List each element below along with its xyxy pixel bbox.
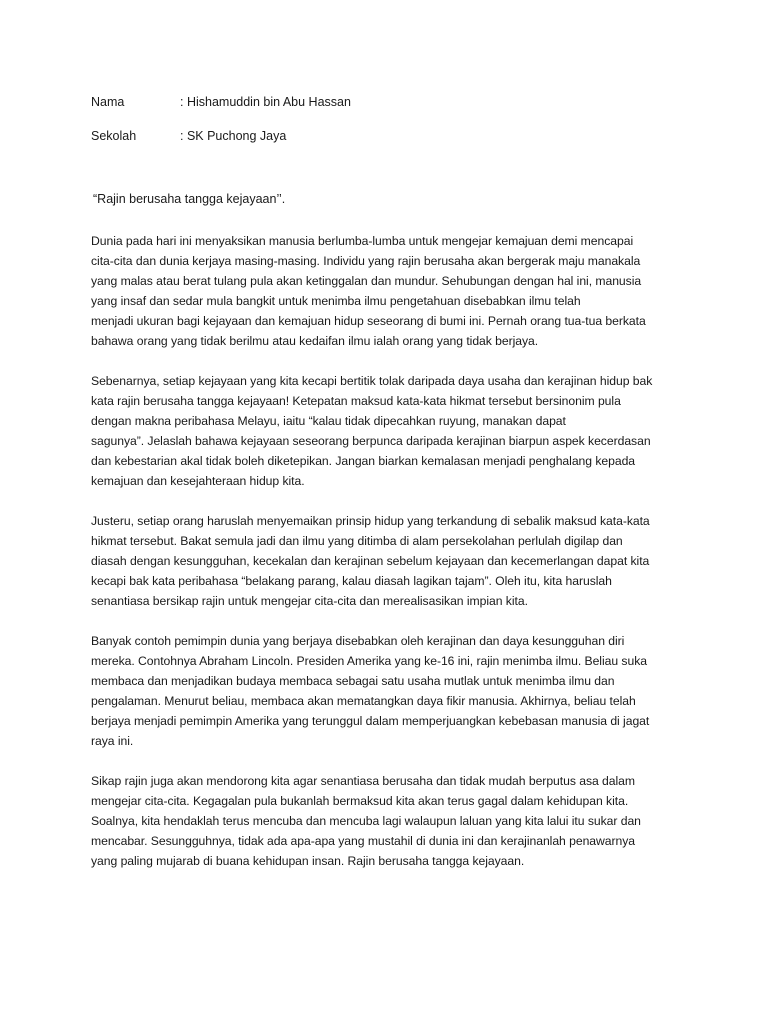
paragraph-1 <box>91 231 681 351</box>
text-line: Soalnya, kita hendaklah terus mencuba dan mencuba lagi walaupun laluan yang kita lalui itu sukar dan <box>91 814 641 828</box>
school-label: Sekolah <box>91 129 137 143</box>
text-line: menjadi ukuran bagi kejayaan dan kemajuan hidup seseorang di bumi ini. Pernah orang tua-tua berkata <box>91 314 646 328</box>
text-line: raya ini. <box>91 734 134 748</box>
paragraph-4 <box>91 631 681 751</box>
text-line: sagunya”. Jelaslah bahawa kejayaan seseorang berpunca daripada kerajinan biarpun aspek kecerdasan <box>91 434 651 448</box>
paragraph-2 <box>91 371 681 491</box>
text-line: hikmat tersebut. Bakat semula jadi dan ilmu yang ditimba di alam persekolahan perlulah digilap dan <box>91 534 623 548</box>
essay-title: “Rajin berusaha tangga kejayaan’’. <box>93 192 286 206</box>
document-header <box>91 94 691 162</box>
text-line: mencabar. Sesungguhnya, tidak ada apa-apa yang mustahil di dunia ini dan kerajinanlah penawarnya <box>91 834 636 848</box>
text-line: diasah dengan kesungguhan, kecekalan dan kerajinan sebelum kejayaan dan kecemerlangan dapat kita <box>91 554 650 568</box>
text-line: senantiasa bersikap rajin untuk mengejar cita-cita dan merealisasikan impian kita. <box>91 594 528 608</box>
text-line: Banyak contoh pemimpin dunia yang berjaya disebabkan oleh kerajinan dan daya kesungguhan diri <box>91 634 625 648</box>
text-line: yang insaf dan sedar mula bangkit untuk menimba ilmu pengetahuan disebabkan ilmu telah <box>91 294 581 308</box>
text-line: kemajuan dan kesejahteraan hidup kita. <box>91 474 305 488</box>
text-line: berjaya menjadi pemimpin Amerika yang terunggul dalam memperjuangkan kebebasan manusia di jagat <box>91 714 650 728</box>
text-line: Justeru, setiap orang haruslah menyemaikan prinsip hidup yang terkandung di sebalik maksud kata-kata <box>91 514 650 528</box>
text-line: cita-cita dan dunia kerjaya masing-masing. Individu yang rajin berusaha akan bergerak maju manakala <box>91 254 641 268</box>
essay-body <box>91 231 681 891</box>
text-line: kecapi bak kata peribahasa “belakang parang, kalau diasah lagikan tajam”. Oleh itu, kita haruslah <box>91 574 612 588</box>
text-line: mengejar cita-cita. Kegagalan pula bukanlah bermaksud kita akan terus gagal dalam kehidupan kita. <box>91 794 629 808</box>
text-line: mereka. Contohnya Abraham Lincoln. Presiden Amerika yang ke-16 ini, rajin menimba ilmu. Beliau suka <box>91 654 647 668</box>
text-line: Sikap rajin juga akan mendorong kita agar senantiasa berusaha dan tidak mudah berputus asa dalam <box>91 774 635 788</box>
text-line: dan kebestarian akal tidak boleh diketepikan. Jangan biarkan kemalasan menjadi penghalang kepada <box>91 454 636 468</box>
text-line: bahawa orang yang tidak berilmu atau kedaifan ilmu ialah orang yang tidak berjaya. <box>91 334 539 348</box>
text-line: yang paling mujarab di buana kehidupan insan. Rajin berusaha tangga kejayaan. <box>91 854 525 868</box>
text-line: Dunia pada hari ini menyaksikan manusia berlumba-lumba untuk mengejar kemajuan demi mencapai <box>91 234 634 248</box>
school-row <box>91 128 691 144</box>
name-row <box>91 94 691 110</box>
paragraph-3 <box>91 511 681 611</box>
text-line: Sebenarnya, setiap kejayaan yang kita kecapi bertitik tolak daripada daya usaha dan kerajinan hidup bak <box>91 374 653 388</box>
text-line: pengalaman. Menurut beliau, membaca akan mematangkan daya fikir manusia. Akhirnya, beliau telah <box>91 694 636 708</box>
text-line: dengan makna peribahasa Melayu, iaitu “kalau tidak dipecahkan ruyung, manakan dapat <box>91 414 566 428</box>
name-label: Nama <box>91 95 125 109</box>
text-line: kata rajin berusaha tangga kejayaan! Ketepatan maksud kata-kata hikmat tersebut bersinonim pula <box>91 394 621 408</box>
name-value: : Hishamuddin bin Abu Hassan <box>180 95 351 109</box>
text-line: yang malas atau berat tulang pula akan ketinggalan dan mundur. Sehubungan dengan hal ini, manusia <box>91 274 642 288</box>
text-line: membaca dan menjadikan budaya membaca sebagai satu usaha mutlak untuk menimba ilmu dan <box>91 674 615 688</box>
school-value: : SK Puchong Jaya <box>180 129 287 143</box>
paragraph-5 <box>91 771 681 871</box>
